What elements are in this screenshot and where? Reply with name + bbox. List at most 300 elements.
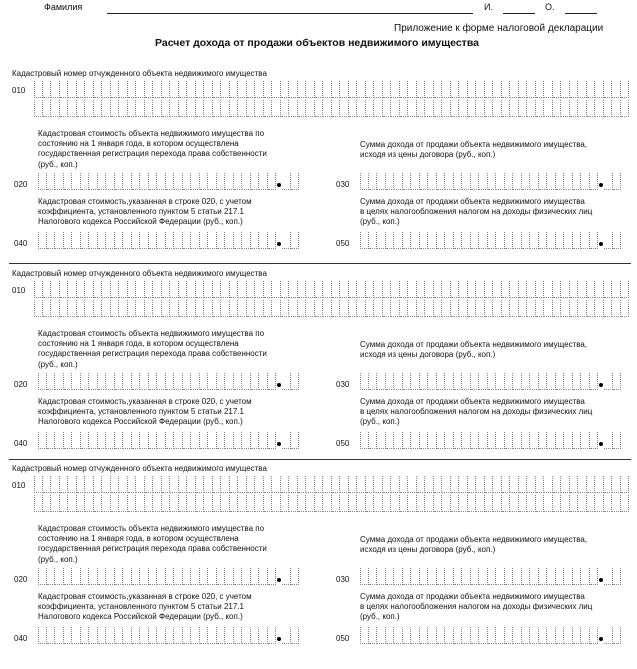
input-cell[interactable] <box>428 173 437 190</box>
input-cell[interactable] <box>34 300 43 317</box>
input-cell[interactable] <box>391 100 400 117</box>
input-cell[interactable] <box>111 300 120 317</box>
input-cell[interactable] <box>403 373 412 390</box>
input-cell[interactable] <box>187 495 196 512</box>
input-cell[interactable] <box>369 568 378 585</box>
input-cell[interactable] <box>459 100 468 117</box>
input-cell[interactable] <box>445 373 454 390</box>
input-cell[interactable] <box>115 568 124 585</box>
input-cell[interactable] <box>340 300 349 317</box>
input-cell[interactable] <box>357 476 366 493</box>
input-cell[interactable] <box>510 281 519 298</box>
input-cell[interactable] <box>527 300 536 317</box>
input-cell[interactable] <box>183 373 192 390</box>
input-cell[interactable] <box>272 281 281 298</box>
input-cell[interactable] <box>98 232 107 249</box>
input-cell[interactable] <box>488 373 497 390</box>
input-cell[interactable] <box>259 173 268 190</box>
input-cell[interactable] <box>315 476 324 493</box>
input-cell[interactable] <box>613 627 622 644</box>
input-cell[interactable] <box>394 432 403 449</box>
input-cell[interactable] <box>281 300 290 317</box>
input-cell[interactable] <box>132 627 141 644</box>
input-cell[interactable] <box>539 432 548 449</box>
input-cell[interactable] <box>502 100 511 117</box>
input-cell[interactable] <box>459 81 468 98</box>
input-cell[interactable] <box>553 81 562 98</box>
input-cell[interactable] <box>437 568 446 585</box>
input-cell[interactable] <box>411 173 420 190</box>
input-cell[interactable] <box>454 432 463 449</box>
input-cell[interactable] <box>360 373 369 390</box>
input-cell[interactable] <box>55 173 64 190</box>
input-cell[interactable] <box>162 300 171 317</box>
input-cell[interactable] <box>145 300 154 317</box>
input-cell[interactable] <box>454 232 463 249</box>
input-cell[interactable] <box>476 100 485 117</box>
input-cell[interactable] <box>64 627 73 644</box>
input-cell[interactable] <box>145 100 154 117</box>
taxable-income-cells[interactable] <box>360 627 621 644</box>
input-cell[interactable] <box>604 627 613 644</box>
input-cell[interactable] <box>94 281 103 298</box>
input-cell[interactable] <box>530 173 539 190</box>
input-cell[interactable] <box>115 627 124 644</box>
input-cell[interactable] <box>85 476 94 493</box>
cadastral-number-cells-row2[interactable] <box>34 300 629 317</box>
input-cell[interactable] <box>51 495 60 512</box>
input-cell[interactable] <box>221 476 230 493</box>
input-cell[interactable] <box>200 432 209 449</box>
input-cell[interactable] <box>612 281 621 298</box>
input-cell[interactable] <box>238 81 247 98</box>
input-cell[interactable] <box>282 173 291 190</box>
input-cell[interactable] <box>106 432 115 449</box>
input-cell[interactable] <box>191 173 200 190</box>
input-cell[interactable] <box>454 627 463 644</box>
input-cell[interactable] <box>323 476 332 493</box>
surname-line[interactable] <box>107 13 473 14</box>
input-cell[interactable] <box>230 281 239 298</box>
input-cell[interactable] <box>306 81 315 98</box>
input-cell[interactable] <box>255 281 264 298</box>
input-cell[interactable] <box>408 81 417 98</box>
input-cell[interactable] <box>268 627 277 644</box>
input-cell[interactable] <box>383 495 392 512</box>
input-cell[interactable] <box>111 81 120 98</box>
input-cell[interactable] <box>315 281 324 298</box>
input-cell[interactable] <box>403 627 412 644</box>
input-cell[interactable] <box>612 100 621 117</box>
input-cell[interactable] <box>68 81 77 98</box>
input-cell[interactable] <box>247 81 256 98</box>
input-cell[interactable] <box>578 300 587 317</box>
input-cell[interactable] <box>513 432 522 449</box>
input-cell[interactable] <box>476 281 485 298</box>
input-cell[interactable] <box>208 173 217 190</box>
input-cell[interactable] <box>217 373 226 390</box>
input-cell[interactable] <box>417 100 426 117</box>
input-cell[interactable] <box>174 373 183 390</box>
input-cell[interactable] <box>400 100 409 117</box>
input-cell[interactable] <box>621 300 630 317</box>
input-cell[interactable] <box>386 373 395 390</box>
input-cell[interactable] <box>471 432 480 449</box>
input-cell[interactable] <box>196 281 205 298</box>
input-cell[interactable] <box>43 81 52 98</box>
input-cell[interactable] <box>468 495 477 512</box>
input-cell[interactable] <box>170 81 179 98</box>
input-cell[interactable] <box>170 300 179 317</box>
cadastral-number-cells-row1[interactable] <box>34 281 629 298</box>
input-cell[interactable] <box>230 476 239 493</box>
input-cell[interactable] <box>360 173 369 190</box>
input-cell[interactable] <box>204 300 213 317</box>
input-cell[interactable] <box>200 568 209 585</box>
input-cell[interactable] <box>191 568 200 585</box>
input-cell[interactable] <box>369 432 378 449</box>
input-cell[interactable] <box>140 173 149 190</box>
input-cell[interactable] <box>442 476 451 493</box>
input-cell[interactable] <box>213 100 222 117</box>
input-cell[interactable] <box>238 281 247 298</box>
input-cell[interactable] <box>179 100 188 117</box>
input-cell[interactable] <box>225 432 234 449</box>
input-cell[interactable] <box>153 300 162 317</box>
input-cell[interactable] <box>493 281 502 298</box>
input-cell[interactable] <box>408 100 417 117</box>
input-cell[interactable] <box>445 432 454 449</box>
input-cell[interactable] <box>613 373 622 390</box>
input-cell[interactable] <box>590 627 599 644</box>
input-cell[interactable] <box>369 232 378 249</box>
input-cell[interactable] <box>81 568 90 585</box>
input-cell[interactable] <box>268 432 277 449</box>
input-cell[interactable] <box>445 627 454 644</box>
input-cell[interactable] <box>539 568 548 585</box>
input-cell[interactable] <box>106 173 115 190</box>
input-cell[interactable] <box>539 627 548 644</box>
input-cell[interactable] <box>179 476 188 493</box>
input-cell[interactable] <box>428 568 437 585</box>
input-cell[interactable] <box>157 232 166 249</box>
input-cell[interactable] <box>55 432 64 449</box>
input-cell[interactable] <box>437 232 446 249</box>
input-cell[interactable] <box>391 281 400 298</box>
input-cell[interactable] <box>391 300 400 317</box>
input-cell[interactable] <box>60 495 69 512</box>
input-cell[interactable] <box>604 432 613 449</box>
input-cell[interactable] <box>468 476 477 493</box>
input-cell[interactable] <box>282 432 291 449</box>
input-cell[interactable] <box>140 432 149 449</box>
input-cell[interactable] <box>587 100 596 117</box>
input-cell[interactable] <box>98 373 107 390</box>
input-cell[interactable] <box>98 568 107 585</box>
input-cell[interactable] <box>496 373 505 390</box>
input-cell[interactable] <box>510 81 519 98</box>
input-cell[interactable] <box>183 568 192 585</box>
input-cell[interactable] <box>157 373 166 390</box>
input-cell[interactable] <box>60 81 69 98</box>
input-cell[interactable] <box>140 568 149 585</box>
input-cell[interactable] <box>394 568 403 585</box>
input-cell[interactable] <box>411 373 420 390</box>
input-cell[interactable] <box>547 568 556 585</box>
input-cell[interactable] <box>149 432 158 449</box>
input-cell[interactable] <box>281 81 290 98</box>
input-cell[interactable] <box>306 476 315 493</box>
input-cell[interactable] <box>479 627 488 644</box>
input-cell[interactable] <box>502 281 511 298</box>
input-cell[interactable] <box>291 232 300 249</box>
input-cell[interactable] <box>485 281 494 298</box>
input-cell[interactable] <box>604 495 613 512</box>
input-cell[interactable] <box>386 568 395 585</box>
input-cell[interactable] <box>72 568 81 585</box>
input-cell[interactable] <box>179 81 188 98</box>
input-cell[interactable] <box>502 81 511 98</box>
input-cell[interactable] <box>522 432 531 449</box>
input-cell[interactable] <box>247 495 256 512</box>
input-cell[interactable] <box>115 373 124 390</box>
input-cell[interactable] <box>488 173 497 190</box>
input-cell[interactable] <box>115 173 124 190</box>
input-cell[interactable] <box>349 495 358 512</box>
input-cell[interactable] <box>502 495 511 512</box>
input-cell[interactable] <box>102 100 111 117</box>
input-cell[interactable] <box>604 100 613 117</box>
input-cell[interactable] <box>434 81 443 98</box>
input-cell[interactable] <box>291 432 300 449</box>
input-cell[interactable] <box>166 232 175 249</box>
input-cell[interactable] <box>264 281 273 298</box>
input-cell[interactable] <box>553 476 562 493</box>
input-cell[interactable] <box>68 300 77 317</box>
input-cell[interactable] <box>595 100 604 117</box>
input-cell[interactable] <box>132 173 141 190</box>
input-cell[interactable] <box>451 81 460 98</box>
input-cell[interactable] <box>505 232 514 249</box>
input-cell[interactable] <box>369 373 378 390</box>
input-cell[interactable] <box>230 100 239 117</box>
input-cell[interactable] <box>459 300 468 317</box>
input-cell[interactable] <box>428 232 437 249</box>
input-cell[interactable] <box>553 300 562 317</box>
input-cell[interactable] <box>451 476 460 493</box>
input-cell[interactable] <box>213 476 222 493</box>
input-cell[interactable] <box>291 173 300 190</box>
input-cell[interactable] <box>166 173 175 190</box>
input-cell[interactable] <box>213 81 222 98</box>
input-cell[interactable] <box>573 568 582 585</box>
input-cell[interactable] <box>366 476 375 493</box>
input-cell[interactable] <box>242 173 251 190</box>
input-cell[interactable] <box>417 300 426 317</box>
input-cell[interactable] <box>119 81 128 98</box>
input-cell[interactable] <box>451 100 460 117</box>
input-cell[interactable] <box>536 495 545 512</box>
input-cell[interactable] <box>479 568 488 585</box>
input-cell[interactable] <box>136 495 145 512</box>
input-cell[interactable] <box>377 432 386 449</box>
input-cell[interactable] <box>68 495 77 512</box>
input-cell[interactable] <box>513 173 522 190</box>
input-cell[interactable] <box>77 476 86 493</box>
input-cell[interactable] <box>306 495 315 512</box>
input-cell[interactable] <box>547 173 556 190</box>
input-cell[interactable] <box>578 495 587 512</box>
input-cell[interactable] <box>196 81 205 98</box>
cadastral-number-cells-row1[interactable] <box>34 81 629 98</box>
input-cell[interactable] <box>590 568 599 585</box>
input-cell[interactable] <box>149 568 158 585</box>
input-cell[interactable] <box>403 232 412 249</box>
input-cell[interactable] <box>306 300 315 317</box>
input-cell[interactable] <box>522 373 531 390</box>
input-cell[interactable] <box>570 81 579 98</box>
input-cell[interactable] <box>485 100 494 117</box>
input-cell[interactable] <box>459 495 468 512</box>
input-cell[interactable] <box>374 81 383 98</box>
input-cell[interactable] <box>612 300 621 317</box>
input-cell[interactable] <box>149 232 158 249</box>
input-cell[interactable] <box>564 173 573 190</box>
input-cell[interactable] <box>268 373 277 390</box>
input-cell[interactable] <box>479 373 488 390</box>
input-cell[interactable] <box>136 281 145 298</box>
input-cell[interactable] <box>157 432 166 449</box>
input-cell[interactable] <box>349 476 358 493</box>
input-cell[interactable] <box>255 81 264 98</box>
input-cell[interactable] <box>454 373 463 390</box>
input-cell[interactable] <box>145 81 154 98</box>
input-cell[interactable] <box>174 568 183 585</box>
input-cell[interactable] <box>527 100 536 117</box>
input-cell[interactable] <box>621 281 630 298</box>
input-cell[interactable] <box>247 100 256 117</box>
input-cell[interactable] <box>162 495 171 512</box>
input-cell[interactable] <box>595 81 604 98</box>
input-cell[interactable] <box>561 100 570 117</box>
input-cell[interactable] <box>519 100 528 117</box>
input-cell[interactable] <box>140 373 149 390</box>
input-cell[interactable] <box>360 432 369 449</box>
input-cell[interactable] <box>230 81 239 98</box>
input-cell[interactable] <box>264 100 273 117</box>
input-cell[interactable] <box>394 232 403 249</box>
input-cell[interactable] <box>564 627 573 644</box>
input-cell[interactable] <box>187 81 196 98</box>
input-cell[interactable] <box>530 373 539 390</box>
input-cell[interactable] <box>530 432 539 449</box>
input-cell[interactable] <box>425 495 434 512</box>
input-cell[interactable] <box>360 627 369 644</box>
input-cell[interactable] <box>77 81 86 98</box>
input-cell[interactable] <box>366 300 375 317</box>
input-cell[interactable] <box>217 173 226 190</box>
input-cell[interactable] <box>234 627 243 644</box>
input-cell[interactable] <box>225 373 234 390</box>
input-cell[interactable] <box>119 476 128 493</box>
cadastral-value-cells[interactable] <box>38 568 299 585</box>
input-cell[interactable] <box>251 627 260 644</box>
input-cell[interactable] <box>383 100 392 117</box>
input-cell[interactable] <box>55 627 64 644</box>
input-cell[interactable] <box>604 281 613 298</box>
input-cell[interactable] <box>179 495 188 512</box>
input-cell[interactable] <box>411 568 420 585</box>
input-cell[interactable] <box>612 476 621 493</box>
input-cell[interactable] <box>291 627 300 644</box>
input-cell[interactable] <box>471 173 480 190</box>
input-cell[interactable] <box>437 627 446 644</box>
input-cell[interactable] <box>357 100 366 117</box>
input-cell[interactable] <box>349 100 358 117</box>
input-cell[interactable] <box>72 432 81 449</box>
input-cell[interactable] <box>349 300 358 317</box>
input-cell[interactable] <box>400 281 409 298</box>
input-cell[interactable] <box>264 495 273 512</box>
input-cell[interactable] <box>128 495 137 512</box>
input-cell[interactable] <box>289 495 298 512</box>
input-cell[interactable] <box>471 373 480 390</box>
input-cell[interactable] <box>544 476 553 493</box>
input-cell[interactable] <box>445 173 454 190</box>
input-cell[interactable] <box>391 495 400 512</box>
input-cell[interactable] <box>613 432 622 449</box>
input-cell[interactable] <box>102 81 111 98</box>
input-cell[interactable] <box>505 568 514 585</box>
input-cell[interactable] <box>38 432 47 449</box>
input-cell[interactable] <box>38 568 47 585</box>
input-cell[interactable] <box>166 432 175 449</box>
input-cell[interactable] <box>89 373 98 390</box>
input-cell[interactable] <box>264 476 273 493</box>
input-cell[interactable] <box>51 81 60 98</box>
input-cell[interactable] <box>536 100 545 117</box>
input-cell[interactable] <box>204 476 213 493</box>
input-cell[interactable] <box>374 100 383 117</box>
input-cell[interactable] <box>272 476 281 493</box>
input-cell[interactable] <box>408 476 417 493</box>
taxable-income-cells[interactable] <box>360 432 621 449</box>
input-cell[interactable] <box>527 495 536 512</box>
input-cell[interactable] <box>94 495 103 512</box>
input-cell[interactable] <box>272 100 281 117</box>
input-cell[interactable] <box>604 373 613 390</box>
input-cell[interactable] <box>238 476 247 493</box>
input-cell[interactable] <box>590 432 599 449</box>
input-cell[interactable] <box>519 81 528 98</box>
input-cell[interactable] <box>187 300 196 317</box>
input-cell[interactable] <box>505 173 514 190</box>
input-cell[interactable] <box>349 81 358 98</box>
input-cell[interactable] <box>505 627 514 644</box>
input-cell[interactable] <box>191 627 200 644</box>
input-cell[interactable] <box>462 432 471 449</box>
input-cell[interactable] <box>573 232 582 249</box>
input-cell[interactable] <box>98 432 107 449</box>
input-cell[interactable] <box>221 100 230 117</box>
input-cell[interactable] <box>145 495 154 512</box>
input-cell[interactable] <box>403 568 412 585</box>
input-cell[interactable] <box>417 281 426 298</box>
input-cell[interactable] <box>89 173 98 190</box>
input-cell[interactable] <box>111 281 120 298</box>
input-cell[interactable] <box>573 373 582 390</box>
input-cell[interactable] <box>340 281 349 298</box>
